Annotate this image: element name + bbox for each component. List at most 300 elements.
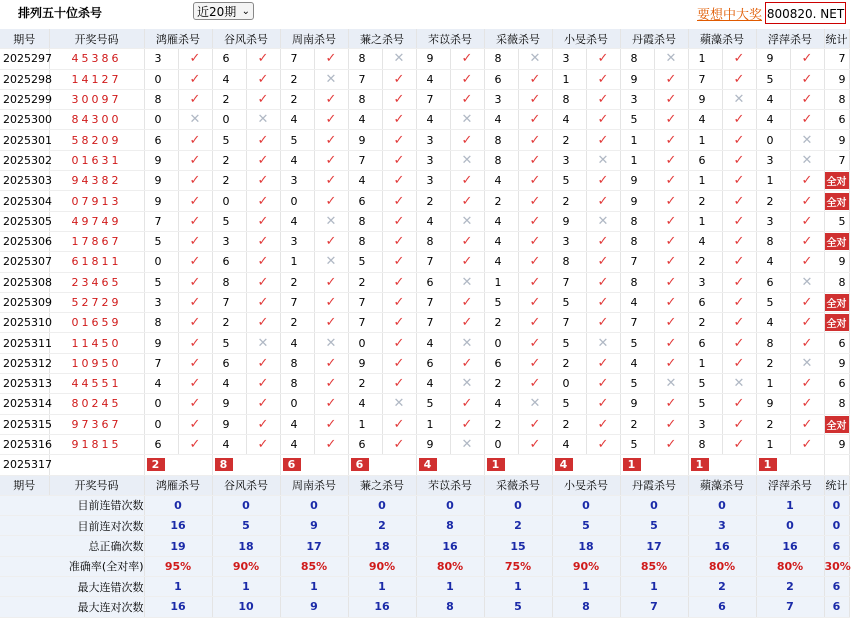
kill-number: 2 — [280, 89, 314, 109]
kill-number: 1 — [756, 434, 790, 454]
kill-number: 7 — [212, 292, 246, 312]
period-select[interactable] — [193, 2, 254, 20]
column-header: 谷风杀号 — [212, 475, 280, 495]
all-correct-badge: 全对 — [825, 416, 849, 433]
draw-numbers: 94382 — [49, 171, 144, 191]
check-icon: ✓ — [382, 252, 416, 272]
period-cell: 2025309 — [0, 292, 49, 312]
column-header: 采薇杀号 — [484, 475, 552, 495]
kill-number: 6 — [688, 333, 722, 353]
kill-number: 7 — [416, 89, 450, 109]
check-icon: ✓ — [314, 414, 348, 434]
kill-number: 2 — [552, 191, 586, 211]
top-bar — [0, 0, 846, 26]
kill-number: 2 — [552, 130, 586, 150]
period-cell: 2025301 — [0, 130, 49, 150]
check-icon: ✓ — [654, 434, 688, 454]
kill-number: 3 — [552, 49, 586, 69]
cross-icon: ✕ — [450, 211, 484, 231]
kill-number: 2 — [484, 374, 518, 394]
check-icon: ✓ — [382, 69, 416, 89]
column-header: 期号 — [0, 29, 49, 49]
current-kill-number: 4 — [416, 455, 484, 475]
kill-number: 6 — [688, 150, 722, 170]
kill-number: 1 — [756, 171, 790, 191]
column-header: 芣苡杀号 — [416, 475, 484, 495]
column-header: 小旻杀号 — [552, 29, 620, 49]
kill-number: 9 — [144, 191, 178, 211]
kill-number: 0 — [212, 191, 246, 211]
check-icon: ✓ — [382, 89, 416, 109]
kill-number: 8 — [688, 434, 722, 454]
stats-value: 2 — [484, 516, 552, 536]
column-header: 芣苡杀号 — [416, 29, 484, 49]
stats-value: 1 — [416, 577, 484, 597]
kill-number: 1 — [552, 69, 586, 89]
check-icon: ✓ — [246, 353, 280, 373]
check-icon: ✓ — [314, 374, 348, 394]
current-kill-number: 1 — [620, 455, 688, 475]
stat-cell: 7 — [824, 49, 849, 69]
column-header: 蘋藻杀号 — [688, 29, 756, 49]
current-kill-number: 8 — [212, 455, 280, 475]
stats-label: 准确率(全对率) — [0, 556, 144, 576]
table-row — [0, 333, 849, 353]
kill-number: 2 — [484, 313, 518, 333]
check-icon: ✓ — [314, 292, 348, 312]
kill-number: 4 — [620, 353, 654, 373]
check-icon: ✓ — [654, 292, 688, 312]
kill-number: 8 — [620, 231, 654, 251]
check-icon: ✓ — [518, 110, 552, 130]
kill-number: 4 — [348, 394, 382, 414]
kill-number: 0 — [348, 333, 382, 353]
stat-cell: 9 — [824, 69, 849, 89]
kill-number: 2 — [416, 191, 450, 211]
check-icon: ✓ — [178, 130, 212, 150]
check-icon: ✓ — [178, 211, 212, 231]
stats-value: 0 — [144, 495, 212, 515]
kill-number: 0 — [144, 110, 178, 130]
stat-cell: 6 — [824, 333, 849, 353]
kill-number: 9 — [416, 49, 450, 69]
table-row — [0, 89, 849, 109]
kill-number: 4 — [280, 150, 314, 170]
kill-number: 8 — [756, 231, 790, 251]
stats-value: 16 — [144, 516, 212, 536]
draw-numbers: 97367 — [49, 414, 144, 434]
all-correct-badge: 全对 — [825, 314, 849, 331]
check-icon: ✓ — [178, 231, 212, 251]
kill-number: 1 — [688, 211, 722, 231]
kill-number: 2 — [212, 313, 246, 333]
cross-icon: ✕ — [382, 49, 416, 69]
kill-number: 0 — [756, 130, 790, 150]
kill-number: 4 — [280, 333, 314, 353]
kill-number: 9 — [688, 89, 722, 109]
check-icon: ✓ — [518, 231, 552, 251]
check-icon: ✓ — [178, 434, 212, 454]
kill-number: 1 — [620, 130, 654, 150]
kill-number: 1 — [280, 252, 314, 272]
draw-numbers: 01631 — [49, 150, 144, 170]
kill-number: 8 — [484, 49, 518, 69]
column-header: 谷风杀号 — [212, 29, 280, 49]
check-icon: ✓ — [654, 333, 688, 353]
kill-number: 8 — [484, 130, 518, 150]
stat-cell — [824, 231, 849, 251]
kill-number: 2 — [484, 414, 518, 434]
stat-cell: 0 — [824, 495, 849, 515]
kill-number: 3 — [484, 89, 518, 109]
kill-number: 5 — [212, 211, 246, 231]
stats-value: 15 — [484, 536, 552, 556]
table-header-row — [0, 29, 849, 49]
period-cell: 2025312 — [0, 353, 49, 373]
kill-number: 6 — [416, 272, 450, 292]
kill-number: 5 — [484, 292, 518, 312]
stats-label: 总正确次数 — [0, 536, 144, 556]
stat-cell: 6 — [824, 374, 849, 394]
check-icon: ✓ — [518, 333, 552, 353]
check-icon: ✓ — [586, 353, 620, 373]
kill-number: 2 — [688, 191, 722, 211]
kill-number: 6 — [348, 434, 382, 454]
kill-number: 5 — [620, 333, 654, 353]
column-header: 鸿雁杀号 — [144, 29, 212, 49]
current-kill-number: 1 — [484, 455, 552, 475]
cross-icon: ✕ — [246, 110, 280, 130]
check-icon: ✓ — [586, 434, 620, 454]
check-icon: ✓ — [314, 353, 348, 373]
kill-number: 4 — [756, 89, 790, 109]
period-cell: 2025306 — [0, 231, 49, 251]
check-icon: ✓ — [246, 313, 280, 333]
kill-number: 6 — [144, 130, 178, 150]
check-icon: ✓ — [586, 414, 620, 434]
stats-value: 0 — [484, 495, 552, 515]
kill-number: 8 — [348, 211, 382, 231]
stat-cell: 6 — [824, 110, 849, 130]
kill-number: 7 — [688, 69, 722, 89]
check-icon: ✓ — [722, 394, 756, 414]
kill-number: 0 — [144, 414, 178, 434]
check-icon: ✓ — [314, 272, 348, 292]
stats-value: 0 — [756, 516, 824, 536]
kill-number: 2 — [348, 374, 382, 394]
kill-number: 3 — [280, 231, 314, 251]
check-icon: ✓ — [450, 231, 484, 251]
stat-cell: 30% — [824, 556, 849, 576]
cross-icon: ✕ — [586, 333, 620, 353]
kill-number: 7 — [552, 313, 586, 333]
table-row — [0, 49, 849, 69]
kill-number: 8 — [620, 211, 654, 231]
stat-cell: 6 — [824, 597, 849, 617]
kill-number: 4 — [484, 231, 518, 251]
stats-value: 8 — [416, 516, 484, 536]
kill-number: 3 — [688, 272, 722, 292]
period-select-value: 近20期 — [197, 5, 237, 19]
kill-number: 4 — [484, 211, 518, 231]
check-icon: ✓ — [518, 89, 552, 109]
check-icon: ✓ — [722, 313, 756, 333]
check-icon: ✓ — [790, 434, 824, 454]
check-icon: ✓ — [382, 434, 416, 454]
kill-number: 4 — [620, 292, 654, 312]
table-row — [0, 394, 849, 414]
stats-value: 9 — [280, 597, 348, 617]
check-icon: ✓ — [790, 252, 824, 272]
check-icon: ✓ — [722, 130, 756, 150]
check-icon: ✓ — [790, 333, 824, 353]
check-icon: ✓ — [450, 191, 484, 211]
kill-number: 1 — [484, 272, 518, 292]
draw-numbers: 44551 — [49, 374, 144, 394]
stats-row — [0, 577, 849, 597]
check-icon: ✓ — [722, 434, 756, 454]
stats-value: 0 — [620, 495, 688, 515]
draw-numbers: 23465 — [49, 272, 144, 292]
draw-numbers: 91815 — [49, 434, 144, 454]
check-icon: ✓ — [178, 394, 212, 414]
kill-number: 8 — [348, 49, 382, 69]
check-icon: ✓ — [586, 49, 620, 69]
current-kill-number: 6 — [280, 455, 348, 475]
check-icon: ✓ — [790, 313, 824, 333]
kill-number: 7 — [416, 313, 450, 333]
check-icon: ✓ — [382, 211, 416, 231]
kill-number: 9 — [144, 333, 178, 353]
check-icon: ✓ — [178, 69, 212, 89]
kill-number: 5 — [348, 252, 382, 272]
kill-number: 1 — [688, 130, 722, 150]
check-icon: ✓ — [178, 171, 212, 191]
stats-value: 16 — [144, 597, 212, 617]
site-badge[interactable]: 800820. NET — [765, 2, 846, 24]
kill-number: 5 — [552, 292, 586, 312]
column-header: 小旻杀号 — [552, 475, 620, 495]
kill-number: 4 — [280, 110, 314, 130]
draw-numbers: 30097 — [49, 89, 144, 109]
kill-number: 9 — [620, 69, 654, 89]
stats-value: 17 — [280, 536, 348, 556]
check-icon: ✓ — [314, 110, 348, 130]
check-icon: ✓ — [382, 110, 416, 130]
table-row — [0, 292, 849, 312]
cross-icon: ✕ — [314, 333, 348, 353]
check-icon: ✓ — [722, 292, 756, 312]
check-icon: ✓ — [518, 252, 552, 272]
period-cell: 2025304 — [0, 191, 49, 211]
stat-cell — [824, 171, 849, 191]
kill-number: 7 — [416, 292, 450, 312]
check-icon: ✓ — [654, 191, 688, 211]
check-icon: ✓ — [178, 272, 212, 292]
kill-number: 2 — [688, 313, 722, 333]
kill-number: 9 — [620, 171, 654, 191]
check-icon: ✓ — [382, 171, 416, 191]
period-cell: 2025311 — [0, 333, 49, 353]
column-header: 周南杀号 — [280, 475, 348, 495]
kill-number: 9 — [620, 191, 654, 211]
check-icon: ✓ — [382, 292, 416, 312]
kill-table — [0, 29, 850, 618]
check-icon: ✓ — [790, 292, 824, 312]
kill-number: 0 — [144, 394, 178, 414]
table-row — [0, 231, 849, 251]
kill-number: 6 — [484, 353, 518, 373]
kill-number: 5 — [552, 333, 586, 353]
kill-number: 4 — [280, 211, 314, 231]
check-icon: ✓ — [790, 231, 824, 251]
kill-number: 7 — [348, 313, 382, 333]
kill-number: 2 — [756, 191, 790, 211]
stats-value: 0 — [280, 495, 348, 515]
kill-number: 6 — [416, 353, 450, 373]
table-row — [0, 171, 849, 191]
column-header: 蘋藻杀号 — [688, 475, 756, 495]
check-icon: ✓ — [586, 272, 620, 292]
check-icon: ✓ — [246, 211, 280, 231]
stats-value: 7 — [756, 597, 824, 617]
check-icon: ✓ — [722, 272, 756, 292]
check-icon: ✓ — [518, 150, 552, 170]
check-icon: ✓ — [518, 69, 552, 89]
period-cell: 2025303 — [0, 171, 49, 191]
kill-number: 7 — [620, 313, 654, 333]
chevron-down-icon: ⌄ — [241, 6, 250, 17]
stats-value: 1 — [756, 495, 824, 515]
draw-numbers: 52729 — [49, 292, 144, 312]
stats-value: 85% — [620, 556, 688, 576]
kill-number: 2 — [552, 414, 586, 434]
stats-value: 16 — [756, 536, 824, 556]
draw-numbers: 10950 — [49, 353, 144, 373]
cross-icon: ✕ — [654, 374, 688, 394]
check-icon: ✓ — [450, 130, 484, 150]
check-icon: ✓ — [722, 231, 756, 251]
check-icon: ✓ — [586, 252, 620, 272]
cross-icon: ✕ — [790, 130, 824, 150]
check-icon: ✓ — [450, 394, 484, 414]
check-icon: ✓ — [518, 272, 552, 292]
kill-number: 3 — [416, 130, 450, 150]
stats-value: 18 — [552, 536, 620, 556]
all-correct-badge: 全对 — [825, 233, 849, 250]
stats-value: 18 — [212, 536, 280, 556]
stat-cell: 9 — [824, 353, 849, 373]
kill-number: 6 — [688, 292, 722, 312]
stats-value: 5 — [484, 597, 552, 617]
stat-cell: 8 — [824, 272, 849, 292]
kill-number: 7 — [280, 292, 314, 312]
check-icon: ✓ — [518, 313, 552, 333]
table-row — [0, 69, 849, 89]
check-icon: ✓ — [246, 130, 280, 150]
promo-link[interactable]: 要想中大奖 — [697, 8, 763, 23]
kill-number: 2 — [620, 414, 654, 434]
kill-number: 7 — [348, 292, 382, 312]
check-icon: ✓ — [722, 414, 756, 434]
check-icon: ✓ — [382, 353, 416, 373]
period-cell: 2025300 — [0, 110, 49, 130]
kill-number: 8 — [756, 333, 790, 353]
check-icon: ✓ — [654, 171, 688, 191]
stats-value: 80% — [756, 556, 824, 576]
check-icon: ✓ — [246, 171, 280, 191]
check-icon: ✓ — [314, 49, 348, 69]
check-icon: ✓ — [790, 394, 824, 414]
check-icon: ✓ — [450, 49, 484, 69]
check-icon: ✓ — [790, 89, 824, 109]
kill-number: 6 — [212, 49, 246, 69]
current-kill-number: 1 — [688, 455, 756, 475]
kill-number: 3 — [552, 150, 586, 170]
stats-row — [0, 556, 849, 576]
kill-number: 2 — [688, 252, 722, 272]
column-header: 丹霞杀号 — [620, 475, 688, 495]
check-icon: ✓ — [314, 434, 348, 454]
kill-number: 2 — [212, 150, 246, 170]
table-row — [0, 313, 849, 333]
check-icon: ✓ — [518, 191, 552, 211]
kill-number: 7 — [348, 69, 382, 89]
kill-number: 4 — [416, 110, 450, 130]
check-icon: ✓ — [586, 313, 620, 333]
check-icon: ✓ — [586, 292, 620, 312]
kill-number: 1 — [688, 171, 722, 191]
kill-number: 7 — [552, 272, 586, 292]
stat-cell — [824, 292, 849, 312]
check-icon: ✓ — [246, 49, 280, 69]
stat-cell: 6 — [824, 536, 849, 556]
cross-icon: ✕ — [450, 374, 484, 394]
check-icon: ✓ — [178, 150, 212, 170]
kill-number: 2 — [348, 272, 382, 292]
stats-value: 3 — [688, 516, 756, 536]
stats-value: 5 — [212, 516, 280, 536]
table-row — [0, 130, 849, 150]
stats-row — [0, 516, 849, 536]
kill-number: 9 — [212, 394, 246, 414]
check-icon: ✓ — [314, 313, 348, 333]
kill-number: 1 — [620, 150, 654, 170]
draw-numbers: 49749 — [49, 211, 144, 231]
kill-number: 4 — [416, 211, 450, 231]
check-icon: ✓ — [178, 333, 212, 353]
stats-value: 75% — [484, 556, 552, 576]
cross-icon: ✕ — [790, 353, 824, 373]
kill-number: 4 — [756, 313, 790, 333]
column-header: 周南杀号 — [280, 29, 348, 49]
kill-number: 2 — [280, 69, 314, 89]
stats-value: 10 — [212, 597, 280, 617]
check-icon: ✓ — [722, 49, 756, 69]
check-icon: ✓ — [382, 333, 416, 353]
stats-value: 80% — [416, 556, 484, 576]
kill-number: 4 — [280, 414, 314, 434]
column-header: 期号 — [0, 475, 49, 495]
current-kill-number: 4 — [552, 455, 620, 475]
stat-cell: 6 — [824, 577, 849, 597]
check-icon: ✓ — [518, 171, 552, 191]
kill-number: 8 — [144, 313, 178, 333]
check-icon: ✓ — [382, 191, 416, 211]
kill-number: 4 — [212, 374, 246, 394]
kill-number: 6 — [212, 252, 246, 272]
check-icon: ✓ — [654, 231, 688, 251]
